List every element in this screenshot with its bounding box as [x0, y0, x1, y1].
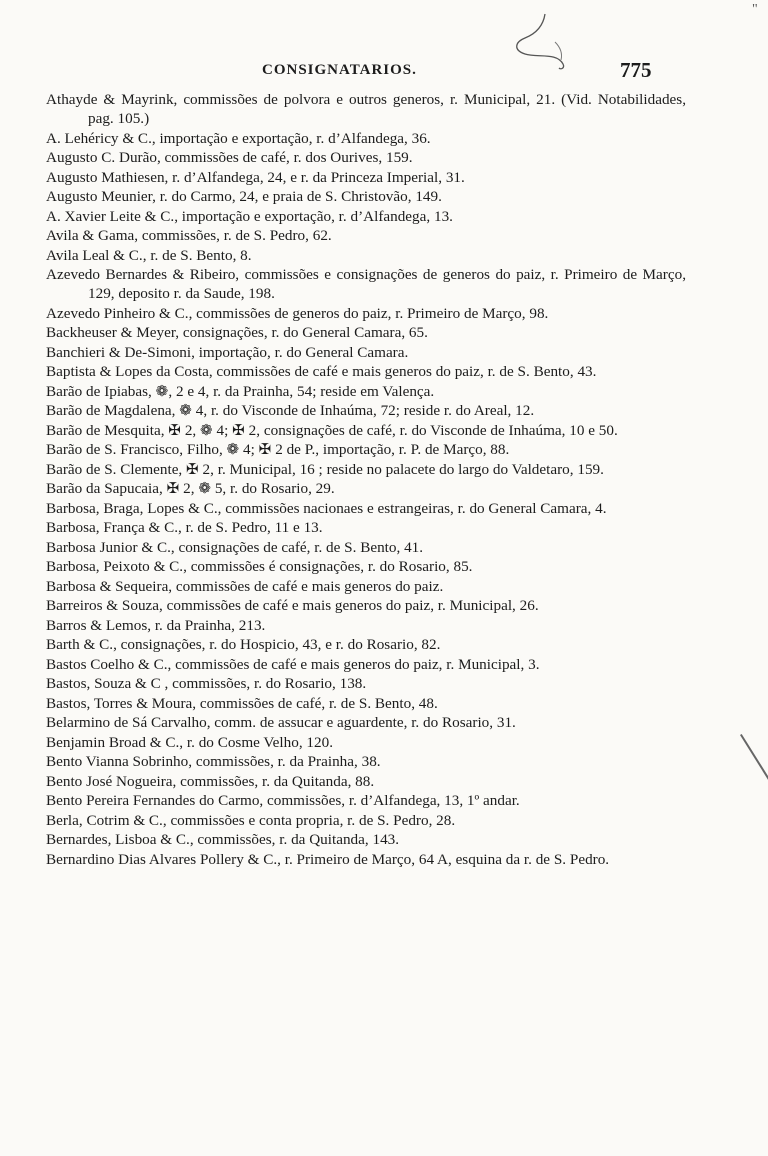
- list-item: Barbosa, França & C., r. de S. Pedro, 11 e 13.: [46, 519, 323, 536]
- list-item: Barão de Ipiabas, ❁, 2 e 4, r. da Prainha, 54; reside em Valença.: [46, 382, 435, 400]
- list-item: Berla, Cotrim & C., commissões e conta propria, r. de S. Pedro, 28.: [46, 811, 456, 829]
- list-item: Barros & Lemos, r. da Prainha, 213.: [46, 616, 266, 634]
- list-item: Barbosa, Braga, Lopes & C., commissões nacionaes e estrangeiras, r. do General Camara, 4.: [46, 499, 607, 517]
- list-item: Bernardes, Lisboa & C., commissões, r. da Quitanda, 143.: [46, 831, 400, 848]
- list-item: A. Lehéricy & C., importação e exportação, r. d’Alfandega, 36.: [46, 129, 431, 147]
- list-item: Barbosa, Peixoto & C., commissões é consignações, r. do Rosario, 85.: [46, 558, 473, 575]
- list-item: Baptista & Lopes da Costa, commissões de café e mais generos do paiz, r. de S. Bento, 43.: [46, 363, 597, 380]
- margin-stroke: [740, 734, 768, 794]
- list-item: Barreiros & Souza, commissões de café e mais generos do paiz, r. Municipal, 26.: [46, 597, 539, 614]
- list-item: Barão de S. Clemente, ✠ 2, r. Municipal, 16 ; reside no palacete do largo do Valdetaro, 159.: [46, 460, 604, 478]
- list-item: Banchieri & De-Simoni, importação, r. do General Camara.: [46, 343, 409, 361]
- list-item: Barão de Mesquita, ✠ 2, ❁ 4; ✠ 2, consignações de café, r. do Visconde de Inhaúma, 10 e 50.: [46, 421, 618, 439]
- list-item: Barbosa & Sequeira, commissões de café e mais generos do paiz.: [46, 577, 444, 595]
- page-header: [0, 58, 768, 86]
- list-item: Augusto Mathiesen, r. d’Alfandega, 24, e r. da Princeza Imperial, 31.: [46, 168, 465, 186]
- list-item: Bento Vianna Sobrinho, commissões, r. da Prainha, 38.: [46, 753, 381, 770]
- list-item: Belarmino de Sá Carvalho, comm. de assucar e aguardente, r. do Rosario, 31.: [46, 714, 516, 731]
- page-number: 775: [620, 58, 652, 82]
- list-item: Azevedo Bernardes & Ribeiro, commissões e consignações de generos do paiz, r. Primeiro de Março, 129, deposito r. da Saude, 198.: [46, 266, 686, 302]
- list-item: Bastos, Torres & Moura, commissões de café, r. de S. Bento, 48.: [46, 694, 438, 712]
- list-item: Benjamin Broad & C., r. do Cosme Velho, 120.: [46, 733, 334, 751]
- corner-mark: ": [752, 2, 758, 17]
- list-item: Barth & C., consignações, r. do Hospicio, 43, e r. do Rosario, 82.: [46, 636, 441, 653]
- list-item: Augusto Meunier, r. do Carmo, 24, e praia de S. Christovão, 149.: [46, 188, 442, 205]
- list-item: Backheuser & Meyer, consignações, r. do General Camara, 65.: [46, 324, 428, 341]
- list-item: Bastos, Souza & C , commissões, r. do Rosario, 138.: [46, 675, 367, 692]
- list-item: Bento José Nogueira, commissões, r. da Quitanda, 88.: [46, 772, 375, 790]
- entry-list: [46, 90, 686, 869]
- list-item: Avila Leal & C., r. de S. Bento, 8.: [46, 246, 252, 264]
- list-item: Barão de Magdalena, ❁ 4, r. do Visconde de Inhaúma, 72; reside r. do Areal, 12.: [46, 402, 535, 419]
- list-item: Bernardino Dias Alvares Pollery & C., r. Primeiro de Março, 64 A, esquina da r. de S. Pedro.: [46, 850, 610, 868]
- list-item: Bastos Coelho & C., commissões de café e mais generos do paiz, r. Municipal, 3.: [46, 655, 540, 673]
- list-item: Barão da Sapucaia, ✠ 2, ❁ 5, r. do Rosario, 29.: [46, 480, 335, 497]
- list-item: Barbosa Junior & C., consignações de café, r. de S. Bento, 41.: [46, 538, 424, 556]
- list-item: Augusto C. Durão, commissões de café, r. dos Ourives, 159.: [46, 149, 413, 166]
- page-title: CONSIGNATARIOS.: [262, 62, 417, 78]
- list-item: Barão de S. Francisco, Filho, ❁ 4; ✠ 2 de P., importação, r. P. de Março, 88.: [46, 441, 510, 458]
- list-item: A. Xavier Leite & C., importação e exportação, r. d’Alfandega, 13.: [46, 207, 453, 225]
- list-item: Azevedo Pinheiro & C., commissões de generos do paiz, r. Primeiro de Março, 98.: [46, 304, 549, 322]
- list-item: Avila & Gama, commissões, r. de S. Pedro, 62.: [46, 227, 332, 244]
- list-item: Bento Pereira Fernandes do Carmo, commissões, r. d’Alfandega, 13, 1º andar.: [46, 792, 520, 809]
- list-item: Athayde & Mayrink, commissões de polvora e outros generos, r. Municipal, 21. (Vid. Notabilidades, pag. 105.): [46, 91, 686, 127]
